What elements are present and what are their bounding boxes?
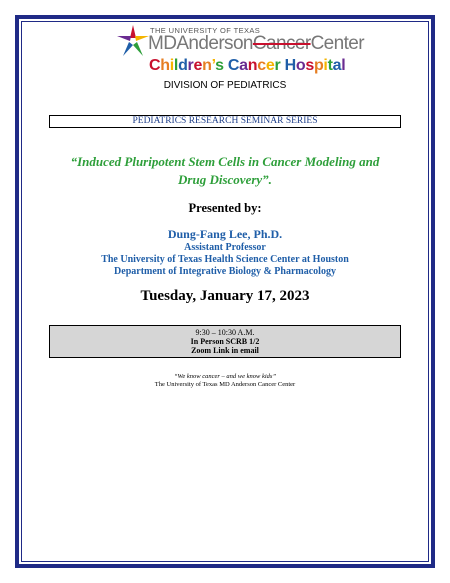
footer-quote: “We know cancer – and we know kids”	[173, 373, 277, 380]
seminar-series-banner: PEDIATRICS RESEARCH SEMINAR SERIES	[49, 115, 401, 128]
logo-childrens-cancer-hospital: Children’s Cancer Hospital	[149, 57, 346, 74]
speaker-block	[0, 227, 450, 278]
footer-org: The University of Texas MD Anderson Cancer Center	[154, 381, 296, 388]
seminar-location: In Person SCRB 1/2	[190, 337, 260, 346]
talk-title: “Induced Pluripotent Stem Cells in Cancer Modeling and Drug Discovery”.	[70, 154, 380, 187]
presented-by-label: Presented by:	[188, 201, 262, 215]
footer	[0, 373, 450, 389]
md-anderson-logo	[116, 24, 364, 88]
division-name: DIVISION OF PEDIATRICS	[163, 80, 287, 91]
zoom-note: Zoom Link in email	[191, 346, 259, 355]
speaker-department: Department of Integrative Biology & Pharmacology	[114, 266, 336, 277]
logo-cancer-struck: Cancer	[252, 33, 311, 54]
speaker-title: Assistant Professor	[184, 242, 266, 253]
star-icon	[116, 24, 150, 58]
logo-md-anderson-text: MDAndersonCancerCenter	[148, 33, 364, 54]
logo-university-text: THE UNIVERSITY OF TEXAS	[150, 26, 261, 35]
speaker-institution: The University of Texas Health Science Center at Houston	[101, 254, 349, 265]
seminar-date: Tuesday, January 17, 2023	[140, 288, 310, 304]
speaker-name: Dung-Fang Lee, Ph.D.	[167, 227, 283, 241]
seminar-time: 9:30 – 10:30 A.M.	[195, 328, 255, 337]
details-box	[49, 325, 401, 358]
